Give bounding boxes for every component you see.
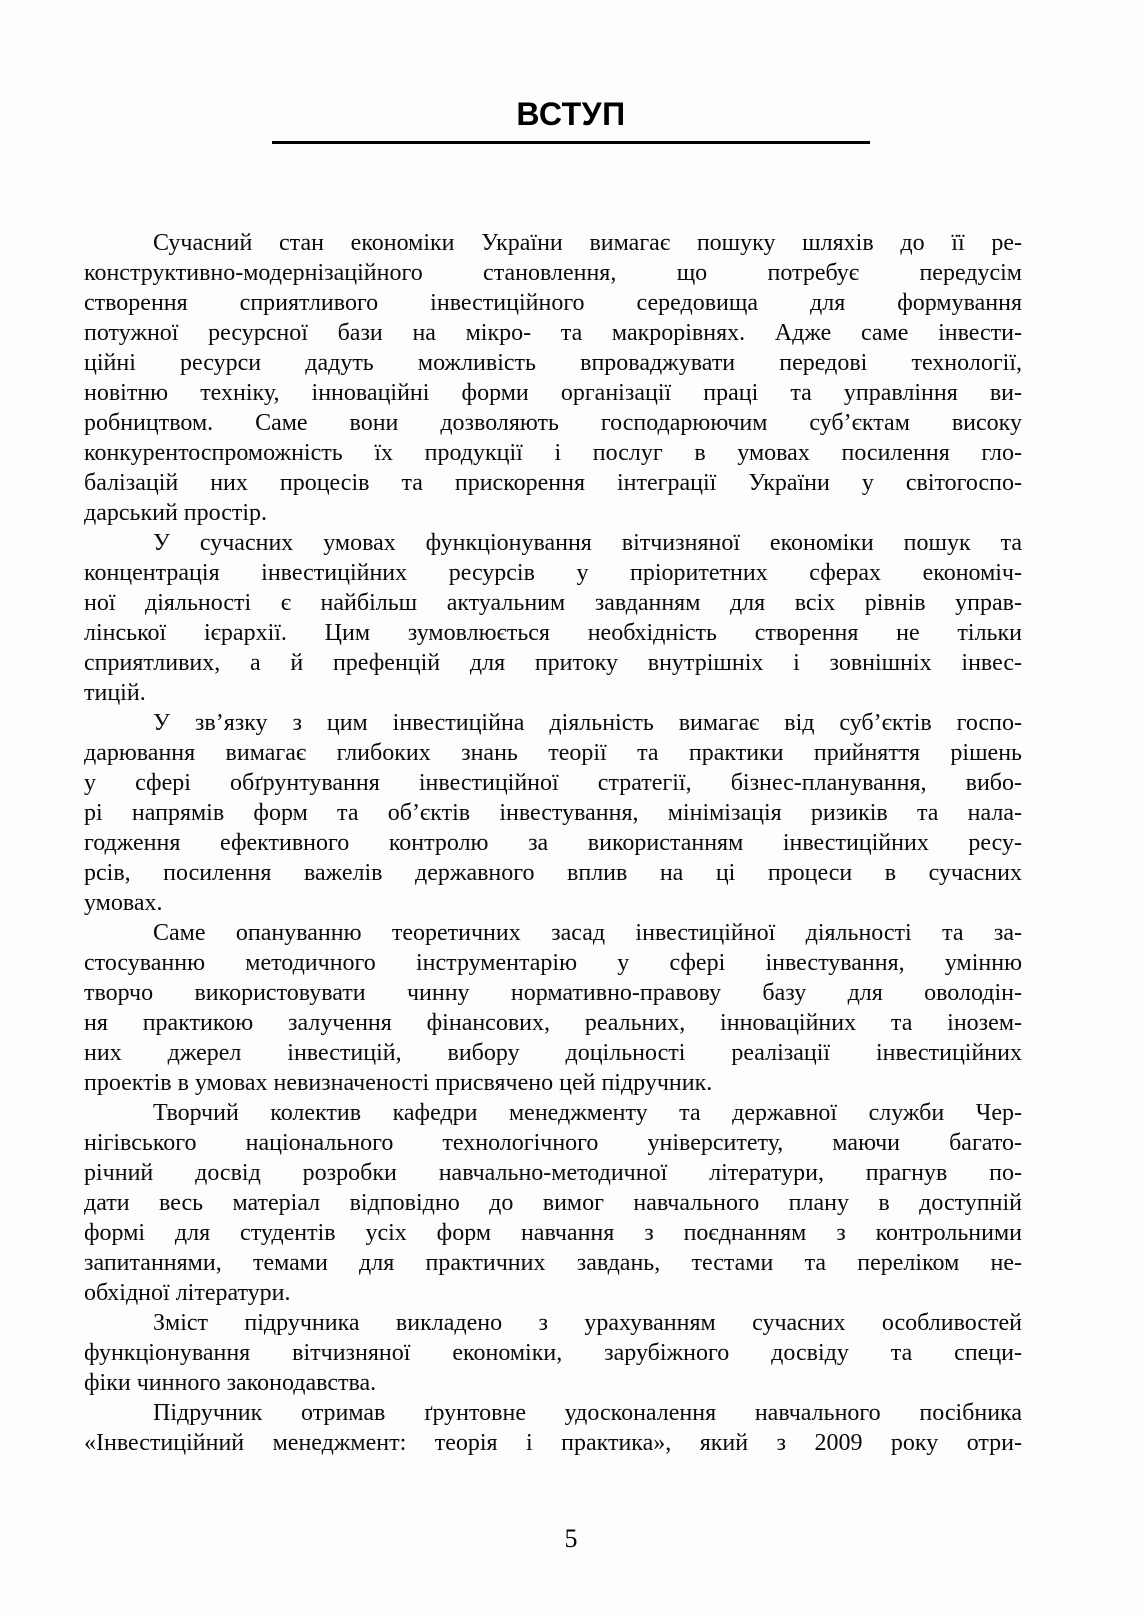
text-line: У сучасних умовах функціонування вітчизняної економіки пошук та [153,530,1022,556]
text-line: Саме опануванню теоретичних засад інвестиційної діяльності та за- [153,920,1022,946]
text-line: тицій. [84,680,146,706]
text-line: рсів, посилення важелів державного вплив на ці процеси в сучасних [84,860,1022,886]
text-line: творчо використовувати чинну нормативно-правову базу для оволодін- [84,980,1022,1006]
text-line: нігівського національного технологічного університету, маючи багато- [84,1130,1022,1156]
text-line: проектів в умовах невизначеності присвячено цей підручник. [84,1070,713,1096]
text-line: умовах. [84,890,163,916]
text-line: обхідної літератури. [84,1280,291,1306]
text-line: ня практикою залучення фінансових, реальних, інноваційних та інозем- [84,1010,1022,1036]
text-line: сприятливих, а й префенцій для притоку внутрішніх і зовнішніх інвес- [84,650,1022,676]
text-line: функціонування вітчизняної економіки, зарубіжного досвіду та специ- [84,1340,1022,1366]
page-number: 5 [564,1524,578,1553]
text-line: створення сприятливого інвестиційного середовища для формування [84,290,1022,316]
paragraph [84,528,1022,708]
text-line: запитаннями, темами для практичних завдань, тестами та переліком не- [84,1250,1022,1276]
text-line: Творчий колектив кафедри менеджменту та державної служби Чер- [153,1100,1022,1126]
body-text [84,228,1022,1458]
paragraph [84,1098,1022,1308]
text-line: стосуванню методичного інструментарію у сфері інвестування, умінню [84,950,1022,976]
title-underline-rule [272,141,870,144]
text-line: Сучасний стан економіки України вимагає пошуку шляхів до її ре- [153,230,1022,256]
text-line: лінської ієрархії. Цим зумовлюється необхідність створення не тільки [84,620,1022,646]
text-line: рі напрямів форм та об’єктів інвестування, мінімізація ризиків та нала- [84,800,1022,826]
paragraph [84,708,1022,918]
text-line: них джерел інвестицій, вибору доцільності реалізації інвестиційних [84,1040,1022,1066]
paragraph [84,918,1022,1098]
text-line: у сфері обґрунтування інвестиційної стратегії, бізнес-планування, вибо- [84,770,1022,796]
text-line: новітню техніку, інноваційні форми організації праці та управління ви- [84,380,1022,406]
text-line: ної діяльності є найбільш актуальним завданням для всіх рівнів управ- [84,590,1022,616]
text-line: концентрація інвестиційних ресурсів у пріоритетних сферах економіч- [84,560,1022,586]
text-line: У зв’язку з цим інвестиційна діяльність вимагає від суб’єктів госпо- [153,710,1022,736]
text-line: дарський простір. [84,500,268,526]
text-line: балізацій них процесів та прискорення інтеграції України у світогоспо- [84,470,1022,496]
text-line: «Інвестиційний менеджмент: теорія і практика», який з 2009 року отри- [84,1430,1022,1456]
text-line: Зміст підручника викладено з урахуванням сучасних особливостей [153,1310,1022,1336]
text-line: річний досвід розробки навчально-методичної літератури, прагнув по- [84,1160,1022,1186]
chapter-title: ВСТУП [516,96,626,132]
text-line: фіки чинного законодавства. [84,1370,377,1396]
text-line: Підручник отримав ґрунтовне удосконалення навчального посібника [153,1400,1022,1426]
paragraph [84,1308,1022,1398]
text-line: робництвом. Саме вони дозволяють господарюючим суб’єктам високу [84,410,1022,436]
text-line: формі для студентів усіх форм навчання з поєднанням з контрольними [84,1220,1022,1246]
text-line: годження ефективного контролю за використанням інвестиційних ресу- [84,830,1022,856]
text-line: конструктивно-модернізаційного становлення, що потребує передусім [84,260,1022,286]
text-line: дарювання вимагає глибоких знань теорії та практики прийняття рішень [84,740,1022,766]
text-line: конкурентоспроможність їх продукції і послуг в умовах посилення гло- [84,440,1022,466]
text-line: потужної ресурсної бази на мікро- та макрорівнях. Адже саме інвести- [84,320,1022,346]
text-line: ційні ресурси дадуть можливість впроваджувати передові технології, [84,350,1022,376]
paragraph [84,1398,1022,1458]
text-line: дати весь матеріал відповідно до вимог навчального плану в доступній [84,1190,1022,1216]
paragraph [84,228,1022,528]
